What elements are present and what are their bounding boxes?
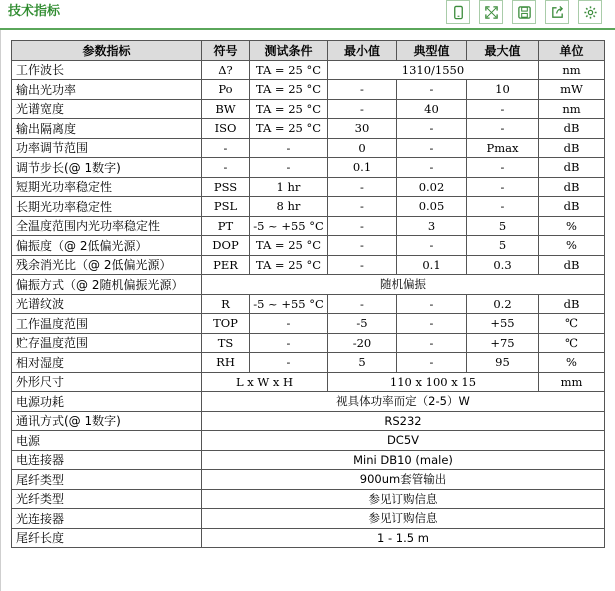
- unit-cell: dB: [539, 119, 605, 139]
- param-cell: 尾纤类型: [12, 470, 202, 490]
- unit-cell: nm: [539, 99, 605, 119]
- unit-cell: %: [539, 236, 605, 256]
- max-cell: 10: [467, 80, 539, 100]
- min-cell: 0: [328, 138, 397, 158]
- table-row: [12, 236, 605, 256]
- param-cell: 电源: [12, 431, 202, 451]
- unit-cell: dB: [539, 177, 605, 197]
- param-cell: 外形尺寸: [12, 372, 202, 392]
- unit-cell: ℃: [539, 333, 605, 353]
- typ-cell: -: [397, 119, 467, 139]
- table-row: [12, 470, 605, 490]
- param-cell: 偏振度（@ 2低偏光源）: [12, 236, 202, 256]
- merged-value-cell: 参见订购信息: [202, 489, 605, 509]
- param-cell: 电源功耗: [12, 392, 202, 412]
- symbol-condition-cell: L x W x H: [202, 372, 328, 392]
- max-cell: -: [467, 197, 539, 217]
- min-cell: -: [328, 80, 397, 100]
- unit-cell: %: [539, 216, 605, 236]
- min-cell: 30: [328, 119, 397, 139]
- condition-cell: -: [250, 353, 328, 373]
- condition-cell: -: [250, 314, 328, 334]
- condition-cell: TA = 25 °C: [250, 236, 328, 256]
- table-row: [12, 197, 605, 217]
- param-cell: 工作波长: [12, 60, 202, 80]
- param-cell: 功率调节范围: [12, 138, 202, 158]
- condition-cell: TA = 25 °C: [250, 80, 328, 100]
- max-cell: 5: [467, 236, 539, 256]
- condition-cell: 1 hr: [250, 177, 328, 197]
- param-cell: 尾纤长度: [12, 528, 202, 548]
- min-cell: -: [328, 236, 397, 256]
- min-cell: -5: [328, 314, 397, 334]
- max-cell: -: [467, 119, 539, 139]
- settings-button[interactable]: [578, 0, 602, 24]
- value-range-cell: 110 x 100 x 15: [328, 372, 539, 392]
- table-row: [12, 333, 605, 353]
- symbol-cell: PSS: [202, 177, 250, 197]
- symbol-cell: PSL: [202, 197, 250, 217]
- param-cell: 通讯方式(@ 1数字): [12, 411, 202, 431]
- param-cell: 全温度范围内光功率稳定性: [12, 216, 202, 236]
- save-button[interactable]: [512, 0, 536, 24]
- symbol-cell: RH: [202, 353, 250, 373]
- max-cell: 95: [467, 353, 539, 373]
- fullscreen-button[interactable]: [479, 0, 503, 24]
- condition-cell: -5 ~ +55 °C: [250, 216, 328, 236]
- typ-cell: -: [397, 80, 467, 100]
- table-row: [12, 392, 605, 412]
- condition-cell: TA = 25 °C: [250, 99, 328, 119]
- param-cell: 残余消光比（@ 2低偏光源）: [12, 255, 202, 275]
- min-cell: -: [328, 294, 397, 314]
- table-row: [12, 431, 605, 451]
- param-cell: 偏振方式（@ 2随机偏振光源）: [12, 275, 202, 295]
- table-row: [12, 138, 605, 158]
- unit-cell: dB: [539, 255, 605, 275]
- table-row: [12, 158, 605, 178]
- param-cell: 长期光功率稳定性: [12, 197, 202, 217]
- symbol-cell: -: [202, 158, 250, 178]
- table-row: [12, 99, 605, 119]
- min-cell: -20: [328, 333, 397, 353]
- unit-cell: dB: [539, 294, 605, 314]
- min-cell: -: [328, 255, 397, 275]
- share-icon: [550, 5, 565, 20]
- max-cell: +55: [467, 314, 539, 334]
- header-max: 最大值: [467, 41, 539, 61]
- table-row: [12, 528, 605, 548]
- typ-cell: -: [397, 236, 467, 256]
- symbol-cell: PT: [202, 216, 250, 236]
- header-typ: 典型值: [397, 41, 467, 61]
- typ-cell: 3: [397, 216, 467, 236]
- table-row: [12, 509, 605, 529]
- param-cell: 输出光功率: [12, 80, 202, 100]
- merged-value-cell: 参见订购信息: [202, 509, 605, 529]
- max-cell: -: [467, 158, 539, 178]
- condition-cell: TA = 25 °C: [250, 255, 328, 275]
- condition-cell: TA = 25 °C: [250, 60, 328, 80]
- condition-cell: TA = 25 °C: [250, 119, 328, 139]
- save-icon: [517, 5, 532, 20]
- table-row: [12, 353, 605, 373]
- symbol-cell: PER: [202, 255, 250, 275]
- max-cell: Pmax: [467, 138, 539, 158]
- typ-cell: -: [397, 333, 467, 353]
- condition-cell: -: [250, 333, 328, 353]
- max-cell: +75: [467, 333, 539, 353]
- table-row: [12, 216, 605, 236]
- condition-cell: -: [250, 158, 328, 178]
- table-row: [12, 80, 605, 100]
- typ-cell: 0.05: [397, 197, 467, 217]
- merged-value-cell: DC5V: [202, 431, 605, 451]
- table-row: [12, 119, 605, 139]
- param-cell: 调节步长(@ 1数字): [12, 158, 202, 178]
- min-cell: -: [328, 197, 397, 217]
- table-header-row: [12, 41, 605, 61]
- max-cell: -: [467, 99, 539, 119]
- table-row: [12, 450, 605, 470]
- unit-cell: nm: [539, 60, 605, 80]
- max-cell: 5: [467, 216, 539, 236]
- param-cell: 电连接器: [12, 450, 202, 470]
- param-cell: 光谱纹波: [12, 294, 202, 314]
- header-condition: 测试条件: [250, 41, 328, 61]
- unit-cell: ℃: [539, 314, 605, 334]
- max-cell: 0.2: [467, 294, 539, 314]
- condition-cell: 8 hr: [250, 197, 328, 217]
- gear-icon: [583, 5, 598, 20]
- merged-value-cell: 随机偏振: [202, 275, 605, 295]
- symbol-cell: Δ?: [202, 60, 250, 80]
- typ-cell: -: [397, 158, 467, 178]
- header-param: 参数指标: [12, 41, 202, 61]
- min-cell: -: [328, 177, 397, 197]
- unit-cell: dB: [539, 197, 605, 217]
- symbol-cell: ISO: [202, 119, 250, 139]
- merged-value-cell: 视具体功率而定（2-5）W: [202, 392, 605, 412]
- typ-cell: -: [397, 353, 467, 373]
- min-cell: 5: [328, 353, 397, 373]
- merged-value-cell: 1 - 1.5 m: [202, 528, 605, 548]
- param-cell: 工作温度范围: [12, 314, 202, 334]
- phone-icon: [451, 5, 466, 20]
- merged-value-cell: RS232: [202, 411, 605, 431]
- table-row: [12, 60, 605, 80]
- symbol-cell: Po: [202, 80, 250, 100]
- param-cell: 贮存温度范围: [12, 333, 202, 353]
- merged-value-cell: Mini DB10 (male): [202, 450, 605, 470]
- table-row: [12, 177, 605, 197]
- typ-cell: 40: [397, 99, 467, 119]
- table-row: [12, 314, 605, 334]
- table-row: [12, 489, 605, 509]
- table-row: [12, 372, 605, 392]
- min-cell: -: [328, 216, 397, 236]
- param-cell: 短期光功率稳定性: [12, 177, 202, 197]
- symbol-cell: -: [202, 138, 250, 158]
- typ-cell: -: [397, 294, 467, 314]
- param-cell: 相对湿度: [12, 353, 202, 373]
- page-title: 技术指标: [8, 4, 61, 19]
- header-symbol: 符号: [202, 41, 250, 61]
- merged-value-cell: 900um套管输出: [202, 470, 605, 490]
- unit-cell: %: [539, 353, 605, 373]
- unit-cell: dB: [539, 138, 605, 158]
- symbol-cell: BW: [202, 99, 250, 119]
- symbol-cell: TS: [202, 333, 250, 353]
- min-cell: 0.1: [328, 158, 397, 178]
- symbol-cell: DOP: [202, 236, 250, 256]
- unit-cell: mm: [539, 372, 605, 392]
- symbol-cell: R: [202, 294, 250, 314]
- condition-cell: -: [250, 138, 328, 158]
- typ-cell: 0.02: [397, 177, 467, 197]
- table-row: [12, 411, 605, 431]
- max-cell: 0.3: [467, 255, 539, 275]
- spec-table: [11, 40, 605, 548]
- expand-icon: [484, 5, 499, 20]
- param-cell: 输出隔离度: [12, 119, 202, 139]
- symbol-cell: TOP: [202, 314, 250, 334]
- table-row: [12, 275, 605, 295]
- mobile-view-button[interactable]: [446, 0, 470, 24]
- value-range-cell: 1310/1550: [328, 60, 539, 80]
- condition-cell: -5 ~ +55 °C: [250, 294, 328, 314]
- typ-cell: 0.1: [397, 255, 467, 275]
- unit-cell: mW: [539, 80, 605, 100]
- param-cell: 光谱宽度: [12, 99, 202, 119]
- share-button[interactable]: [545, 0, 569, 24]
- min-cell: -: [328, 99, 397, 119]
- table-row: [12, 294, 605, 314]
- max-cell: -: [467, 177, 539, 197]
- header-unit: 单位: [539, 41, 605, 61]
- typ-cell: -: [397, 138, 467, 158]
- param-cell: 光连接器: [12, 509, 202, 529]
- table-row: [12, 255, 605, 275]
- header-min: 最小值: [328, 41, 397, 61]
- param-cell: 光纤类型: [12, 489, 202, 509]
- typ-cell: -: [397, 314, 467, 334]
- unit-cell: dB: [539, 158, 605, 178]
